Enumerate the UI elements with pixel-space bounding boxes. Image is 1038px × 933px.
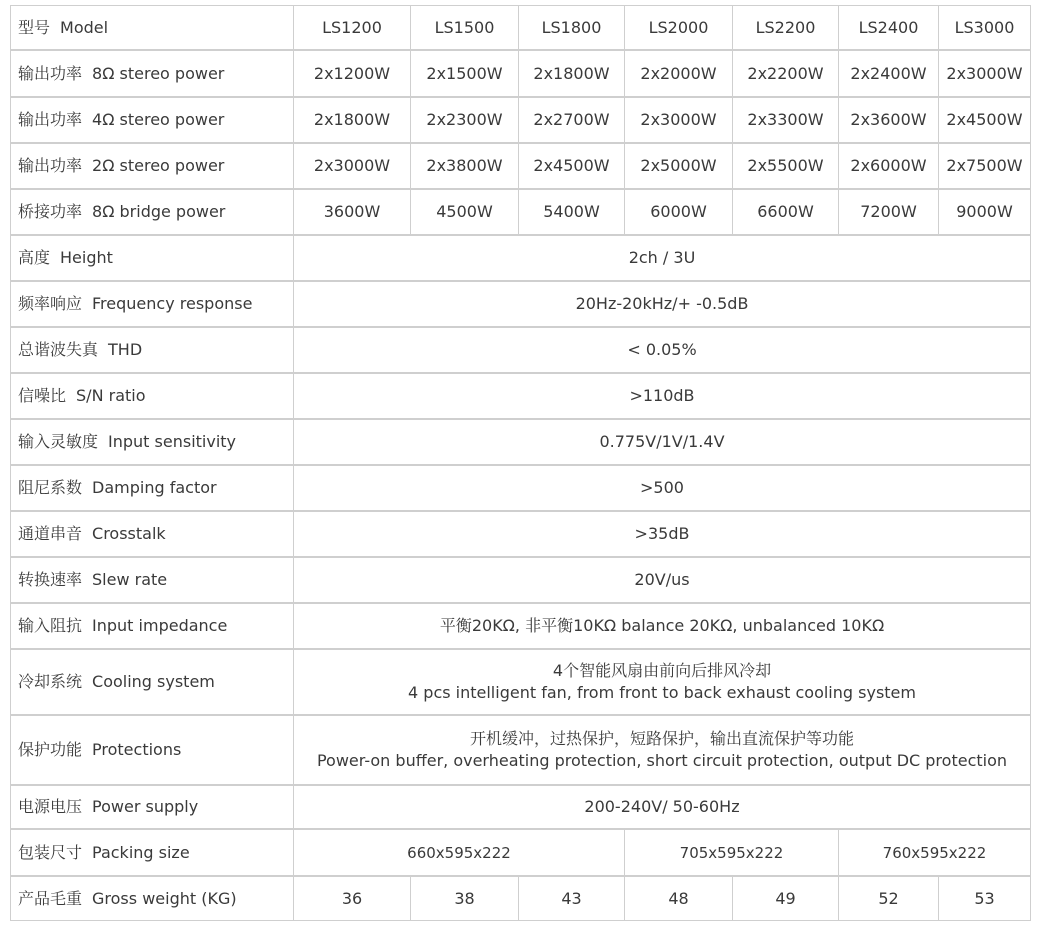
value-line: Power-on buffer, overheating protection, short circuit protection, output DC protection	[316, 751, 1008, 770]
value-cell-model: LS1200	[293, 5, 411, 50]
value-cell-height: 2ch / 3U	[293, 235, 1031, 281]
row-label-cn: 型号	[18, 17, 51, 37]
value-cell-power-8ohm-stereo: 2x2400W	[838, 50, 939, 97]
value-cell-input-sensitivity: 0.775V/1V/1.4V	[293, 419, 1031, 465]
value-cell-model: LS1800	[518, 5, 625, 50]
value-cell-model: LS2400	[838, 5, 939, 50]
row-label-power-8ohm-stereo	[10, 50, 294, 97]
value-cell-power-2ohm-stereo: 2x5000W	[624, 143, 733, 189]
row-label-power-4ohm-stereo	[10, 97, 294, 143]
row-label-cn: 通道串音	[18, 524, 83, 543]
value-cell-gross-weight: 52	[838, 876, 939, 921]
row-label-packing-size	[10, 829, 294, 876]
row-label-cooling-system	[10, 649, 294, 715]
row-label-damping-factor	[10, 465, 294, 511]
row-label-crosstalk	[10, 511, 294, 557]
row-label-en: Crosstalk	[92, 524, 166, 543]
value-cell-damping-factor: >500	[293, 465, 1031, 511]
row-label-cn: 频率响应	[18, 294, 83, 313]
row-label-en: 4Ω stereo power	[92, 110, 225, 129]
row-label-cn: 冷却系统	[18, 672, 83, 691]
value-cell-input-impedance: 平衡20KΩ, 非平衡10KΩ balance 20KΩ, unbalanced 10KΩ	[293, 603, 1031, 649]
row-label-cn: 电源电压	[18, 797, 83, 816]
row-label-cn: 高度	[18, 248, 51, 267]
value-cell-bridge-power-8ohm: 5400W	[518, 189, 625, 235]
row-label-en: 2Ω stereo power	[92, 156, 225, 175]
value-cell-thd: < 0.05%	[293, 327, 1031, 373]
row-label-cn: 转换速率	[18, 570, 83, 589]
value-line: 开机缓冲，过热保护，短路保护，输出直流保护等功能	[469, 729, 854, 748]
row-label-cn: 桥接功率	[18, 202, 83, 221]
row-label-cn: 输出功率	[18, 156, 83, 175]
value-cell-gross-weight: 38	[410, 876, 519, 921]
row-label-en: Height	[60, 248, 113, 267]
value-cell-bridge-power-8ohm: 6600W	[732, 189, 839, 235]
value-cell-bridge-power-8ohm: 7200W	[838, 189, 939, 235]
value-cell-power-4ohm-stereo: 2x1800W	[293, 97, 411, 143]
value-cell-gross-weight: 48	[624, 876, 733, 921]
row-label-en: Gross weight (KG)	[92, 888, 237, 908]
value-cell-power-2ohm-stereo: 2x3000W	[293, 143, 411, 189]
value-cell-crosstalk: >35dB	[293, 511, 1031, 557]
value-cell-bridge-power-8ohm: 6000W	[624, 189, 733, 235]
row-label-cn: 保护功能	[18, 740, 83, 759]
row-label-en: Damping factor	[92, 478, 217, 497]
row-label-en: Model	[60, 17, 109, 37]
value-cell-packing-size: 705x595x222	[624, 829, 839, 876]
row-label-input-impedance	[10, 603, 294, 649]
row-label-cn: 阻尼系数	[18, 478, 83, 497]
row-label-power-2ohm-stereo	[10, 143, 294, 189]
value-cell-power-4ohm-stereo: 2x3000W	[624, 97, 733, 143]
value-cell-model: LS2000	[624, 5, 733, 50]
value-cell-bridge-power-8ohm: 9000W	[938, 189, 1031, 235]
row-label-sn-ratio	[10, 373, 294, 419]
row-label-en: 8Ω stereo power	[92, 63, 225, 83]
row-label-cn: 输入阻抗	[18, 616, 83, 635]
row-label-en: Protections	[92, 740, 182, 759]
spec-table	[10, 5, 1030, 925]
value-cell-power-4ohm-stereo: 2x2300W	[410, 97, 519, 143]
value-cell-bridge-power-8ohm: 4500W	[410, 189, 519, 235]
row-label-en: Slew rate	[92, 570, 168, 589]
row-label-en: S/N ratio	[76, 386, 146, 405]
value-cell-power-2ohm-stereo: 2x3800W	[410, 143, 519, 189]
value-cell-power-4ohm-stereo: 2x3300W	[732, 97, 839, 143]
value-cell-sn-ratio: >110dB	[293, 373, 1031, 419]
value-cell-protections	[293, 715, 1031, 785]
row-label-cn: 输入灵敏度	[18, 432, 99, 451]
row-label-input-sensitivity	[10, 419, 294, 465]
value-cell-power-8ohm-stereo: 2x2200W	[732, 50, 839, 97]
row-label-en: Cooling system	[92, 672, 215, 691]
value-cell-model: LS3000	[938, 5, 1031, 50]
row-label-power-supply	[10, 785, 294, 829]
row-label-cn: 包装尺寸	[18, 842, 83, 862]
value-cell-gross-weight: 36	[293, 876, 411, 921]
value-cell-gross-weight: 53	[938, 876, 1031, 921]
row-label-cn: 输出功率	[18, 63, 83, 83]
value-cell-model: LS2200	[732, 5, 839, 50]
row-label-frequency-response	[10, 281, 294, 327]
value-cell-cooling-system	[293, 649, 1031, 715]
value-cell-power-supply: 200-240V/ 50-60Hz	[293, 785, 1031, 829]
row-label-en: Power supply	[92, 797, 199, 816]
value-cell-gross-weight: 43	[518, 876, 625, 921]
row-label-en: 8Ω bridge power	[92, 202, 226, 221]
value-cell-power-2ohm-stereo: 2x5500W	[732, 143, 839, 189]
row-label-slew-rate	[10, 557, 294, 603]
value-cell-power-8ohm-stereo: 2x1500W	[410, 50, 519, 97]
value-line: 4 pcs intelligent fan, from front to back exhaust cooling system	[408, 683, 916, 702]
row-label-en: Input sensitivity	[108, 432, 237, 451]
row-label-en: Input impedance	[92, 616, 228, 635]
value-cell-packing-size: 760x595x222	[838, 829, 1031, 876]
row-label-cn: 输出功率	[18, 110, 83, 129]
value-cell-slew-rate: 20V/us	[293, 557, 1031, 603]
value-cell-bridge-power-8ohm: 3600W	[293, 189, 411, 235]
value-cell-gross-weight: 49	[732, 876, 839, 921]
value-cell-power-2ohm-stereo: 2x4500W	[518, 143, 625, 189]
value-cell-power-4ohm-stereo: 2x4500W	[938, 97, 1031, 143]
row-label-height	[10, 235, 294, 281]
row-label-protections	[10, 715, 294, 785]
value-cell-power-4ohm-stereo: 2x2700W	[518, 97, 625, 143]
row-label-cn: 总谐波失真	[18, 340, 99, 359]
value-cell-frequency-response: 20Hz-20kHz/+ -0.5dB	[293, 281, 1031, 327]
row-label-thd	[10, 327, 294, 373]
row-label-en: Packing size	[92, 842, 190, 862]
value-cell-power-8ohm-stereo: 2x1800W	[518, 50, 625, 97]
value-cell-power-2ohm-stereo: 2x7500W	[938, 143, 1031, 189]
row-label-model	[10, 5, 294, 50]
value-cell-power-8ohm-stereo: 2x2000W	[624, 50, 733, 97]
value-cell-power-8ohm-stereo: 2x3000W	[938, 50, 1031, 97]
value-cell-model: LS1500	[410, 5, 519, 50]
value-cell-power-4ohm-stereo: 2x3600W	[838, 97, 939, 143]
row-label-gross-weight	[10, 876, 294, 921]
row-label-cn: 产品毛重	[18, 888, 83, 908]
value-cell-power-8ohm-stereo: 2x1200W	[293, 50, 411, 97]
row-label-en: THD	[108, 340, 143, 359]
value-line: 4个智能风扇由前向后排风冷却	[552, 661, 772, 680]
row-label-en: Frequency response	[92, 294, 253, 313]
row-label-bridge-power-8ohm	[10, 189, 294, 235]
row-label-cn: 信噪比	[18, 386, 67, 405]
value-cell-power-2ohm-stereo: 2x6000W	[838, 143, 939, 189]
value-cell-packing-size: 660x595x222	[293, 829, 625, 876]
